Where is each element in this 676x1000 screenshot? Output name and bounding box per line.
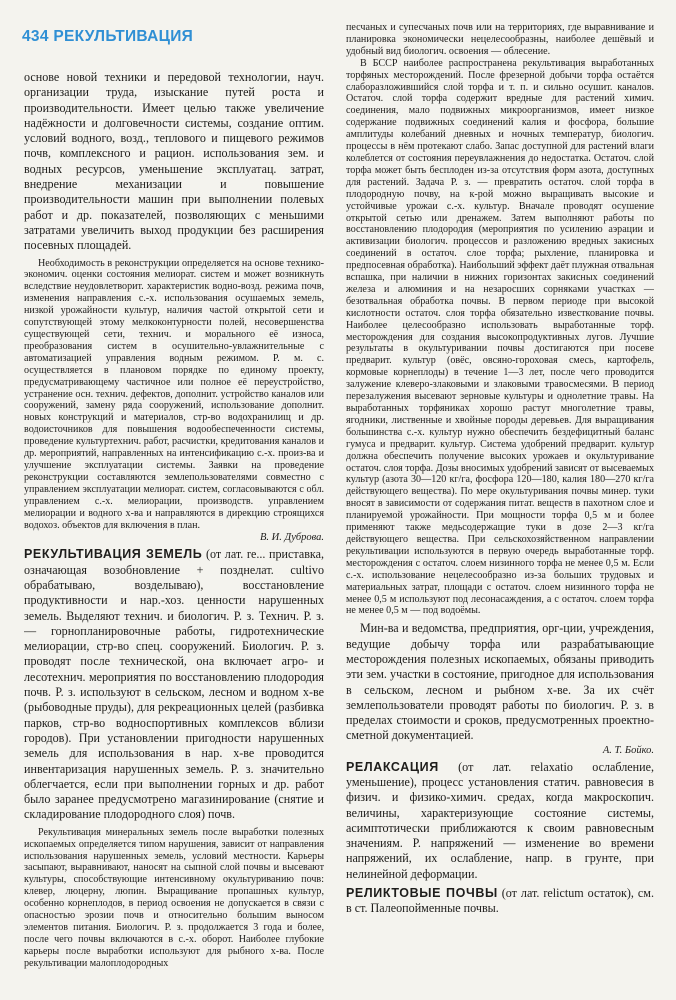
entry-title-relict-soils: РЕЛИКТОВЫЕ ПОЧВЫ	[346, 886, 498, 901]
author-signature-dubrova: В. И. Дуброва.	[260, 532, 324, 544]
paragraph-peat-deposits: В БССР наиболее распространена рекультивация выработанных торфяных месторождений. После фрезерной добычи торфа остаётся слаборазложившийся слой торфа и т. п. и сильно осушит. каналов. Остаточ. слой торфа содержит вредные для растений химич. соединения, мало подвижных микроорганизмов, имеет низкое содержание подвижных соединений калия и фосфора, большие амплитуды колебаний дневных и ночных температур, биологич. процессы в нём протекают слабо. Запас доступной для растений влаги колеблется от состояния переувлажнения до недостатка. Остаточ. слой торфа может быть бесплоден из-за отсутствия форм азота, доступных для растений. Задача Р. з. — превратить остаточ. слой торфа в плодородную почву, на к-рой можно выращивать высокие и устойчивые урожаи с.-х. культур. Вначале проводят осушение открытой сетью или дренажем. Затем выполняют работы по восстановлению плодородия (мероприятия по усилению аэрации и активизации биологич. процессов и разложению вредных закисных соединений в остаточ. слое торфа; рыхление, планировка и предпосевная обработка). Наибольший эффект даёт плужная отвальная вспашка, при наличии в нижних горизонтах закисных соединений железа и алюминия и на незаросших сорняками участках — безотвальная обработка почвы. В первом периоде при высокой кислотности остаточ. слоя торфа обязательно известкование почвы. Наиболее целесообразно использовать выработанные торф. месторождения для создания высокопродуктивных лугов. Лучшие результаты в окультуривании почвы достигаются при посеве предварит. культур (овёс, овсяно-гороховая смесь, картофель, кормовые корнеплоды) в течение 1—3 лет, после чего проводится залужение клеверо-злаковыми и злаковыми травосмесями. В период перезалужения высевают зерновые культуры и однолетние травы. На выработанных торфяниках хорошо растут многолетние травы, ягодники, лиственные и хвойные породы деревьев. Для выращивания большинства с.-х. культур нужно обеспечить бездефицитный баланс гумуса и предварит. культур. Система удобрений предварит. культур должна обеспечить получение высоких урожаев и окультуривание остаточ. слоя торфа. Дозы вносимых удобрений зависят от высеваемых культур (азота 30—120 кг/га, фосфора 120—180, калия 180—270 кг/га действующего вещества). По мере окультуривания почвы минер. туки вносят в зависимости от содержания питат. веществ в пахотном слое и планируемой урожайности. При мощности торфа 0,5 м и более применяют также медьсодержащие туки в дозе 2—3 кг/га действующего вещества. При сельскохозяйственном направлении рекультивации используются в первую очередь выработанные торф. месторождения с остаточ. слоем низинного торфа не менее 0,5 м. Если с.-х. использование нецелесообразно из-за больших трудовых и материальных затрат, площади с остаточ. слоем низинного торфа не менее 0,5 м используют под лесонасаждения, а с остаточ. слоем торфа не менее 0,5 м — под водоёмы.	[346, 57, 654, 617]
paragraph-obligations: Мин-ва и ведомства, предприятия, орг-ции, учреждения, ведущие добычу торфа или разрабатывающие месторождения полезных ископаемых, обязаны приводить эти зем. участки в состояние, пригодное для использования в сельском, лесном и рыбном х-ве. За их счёт землепользователи проводят работы по биологич. Р. з. в пределах стоимости и сроков, предусмотренных проектно-сметной документацией.	[346, 621, 654, 743]
entry-text-relaxation: (от лат. relaxatio ослабление, уменьшение), процесс установления статич. равновесия в физич. и физико-химич. средах, когда макроскопич. величины, характеризующие состояние системы, асимптотически приближаются к своим равновесным значениям. Р. напряжений — изменение во времени напряжений, их ослабление, напр. в грунте, при нелинейной деформации.	[346, 759, 654, 881]
entry-text-land-reclamation: (от лат. re... приставка, означающая возобновление + позднелат. cultivo обрабатываю, возделываю), восстановление продуктивности и нар.-хоз. ценности нарушенных земель. Выделяют технич. и биологич. Р. з. Технич. Р. з. — горнопланировочные работы, гидротехнические мелиорации, стр-во спец. сооружений. Биологич. Р. з. проводят после технической, она включает агро- и лесотехнич. мероприятия по восстановлению плодородия почв. Р. з. используют в сельском, лесном и водном х-ве (рыбоводные пруды), для рекреационных целей (разбивка парков, стр-во водноспортивных комплексов вблизи городов). При установлении пригодности нарушенных земель для использования в нар. х-ве проводится инвентаризация нарушенных земель. Р. з. значительно облегчается, если при выполнении горных и др. работ было заранее предусмотрено магазинирование (снятие и складирование плодородного слоя) почв.	[24, 547, 324, 822]
left-column	[24, 70, 324, 980]
right-column	[346, 22, 654, 980]
paragraph-reconstruction-goals: основе новой техники и передовой технологии, науч. организации труда, изыскание путей роста и производительности. Имеет целью также увеличение надёжности и долговечности системы, создание оптим. условий водного, возд., теплового и пищевого режимов почв, комплексного и рацион. использования зем. и водных ресурсов, уменьшение эксплуатац. затрат, внедрение механизации и повышение производительности машин при выполнении полевых работ и др. показателей, позволяющих с меньшими затратами увеличить выход продукции без расширения посевных площадей.	[24, 70, 324, 253]
paragraph-reconstruction-need: Необходимость в реконструкции определяется на основе технико-экономич. оценки состояния мелиорат. систем и может возникнуть вследствие неудовлетворит. характеристик водно-возд. режима почв, изменения направления с.-х. использования осушаемых земель, низкой урожайности культур, наличия частой открытой сети и сопутствующей этому мелкоконтурности полей, несовершенства существующей сети, технич. и морального её износа, преобразования систем в осушительно-увлажнительные с автоматизацией управления водным режимом. Р. м. с. осуществляется в плановом порядке по единому проекту, предусматривающему частичное или полное её переустройство, устранение осн. технич. дефектов, дополнит. устройство каналов или сооружений, замену ряда сооружений, использование дополнит. новых конструкций и материалов, стр-во водохранилищ и др. водоисточников для повышения водообеспеченности системы, проведение культуртехнич. работ, расчистки, кредитования каналов и др. мероприятий, направленных на интенсификацию с.-х. произ-ва и улучшение эксплуатации системы. Заявки на проведение реконструкции составляются землепользователями совместно с управлением эксплуатации мелиорат. систем, согласовываются с обл. управлением с.-х. мелиорации, производств. управлением мелиорации и водного х-ва и направляются в дирекцию строящихся водохоз. объектов для включения в план.	[24, 257, 324, 531]
entry-title-land-reclamation: РЕКУЛЬТИВАЦИЯ ЗЕМЕЛЬ	[24, 547, 203, 562]
paragraph-mineral-lands: Рекультивация минеральных земель после выработки полезных ископаемых определяется типом нарушения, зависит от направления использования нарушенных земель, условий местности. Карьеры засыпают, выравнивают, наносят на сыпной слой почвы и высевают культуры, способствующие интенсивному окультуриванию почв: клевер, люцерну, люпин. Выращивание пропашных культур, особенно корнеплодов, в период освоения не допускается в связи с опасностью эрозии почв и относительно большим выносом элементов питания. Биологич. Р. з. продолжается 3 года и более, после чего почвы включаются в с.-х. оборот. Наиболее глубокие карьеры после выработки используют для рыбного х-ва. После рекультивации малоплодородных	[24, 826, 324, 969]
entry-title-relaxation: РЕЛАКСАЦИЯ	[346, 759, 439, 774]
entry-text-relict-soils: (от лат. relictum остаток), см. в ст. Палеопойменные почвы.	[346, 886, 654, 916]
paragraph-afforestation: песчаных и супесчаных почв или на территориях, где выравнивание и планировка экономически нецелесообразны, наиболее дешёвый и удобный вид биологич. освоения — облесение.	[346, 22, 654, 57]
page-header: 434 РЕКУЛЬТИВАЦИЯ	[22, 28, 194, 45]
author-signature-boyko: А. Т. Бойко.	[602, 744, 654, 756]
